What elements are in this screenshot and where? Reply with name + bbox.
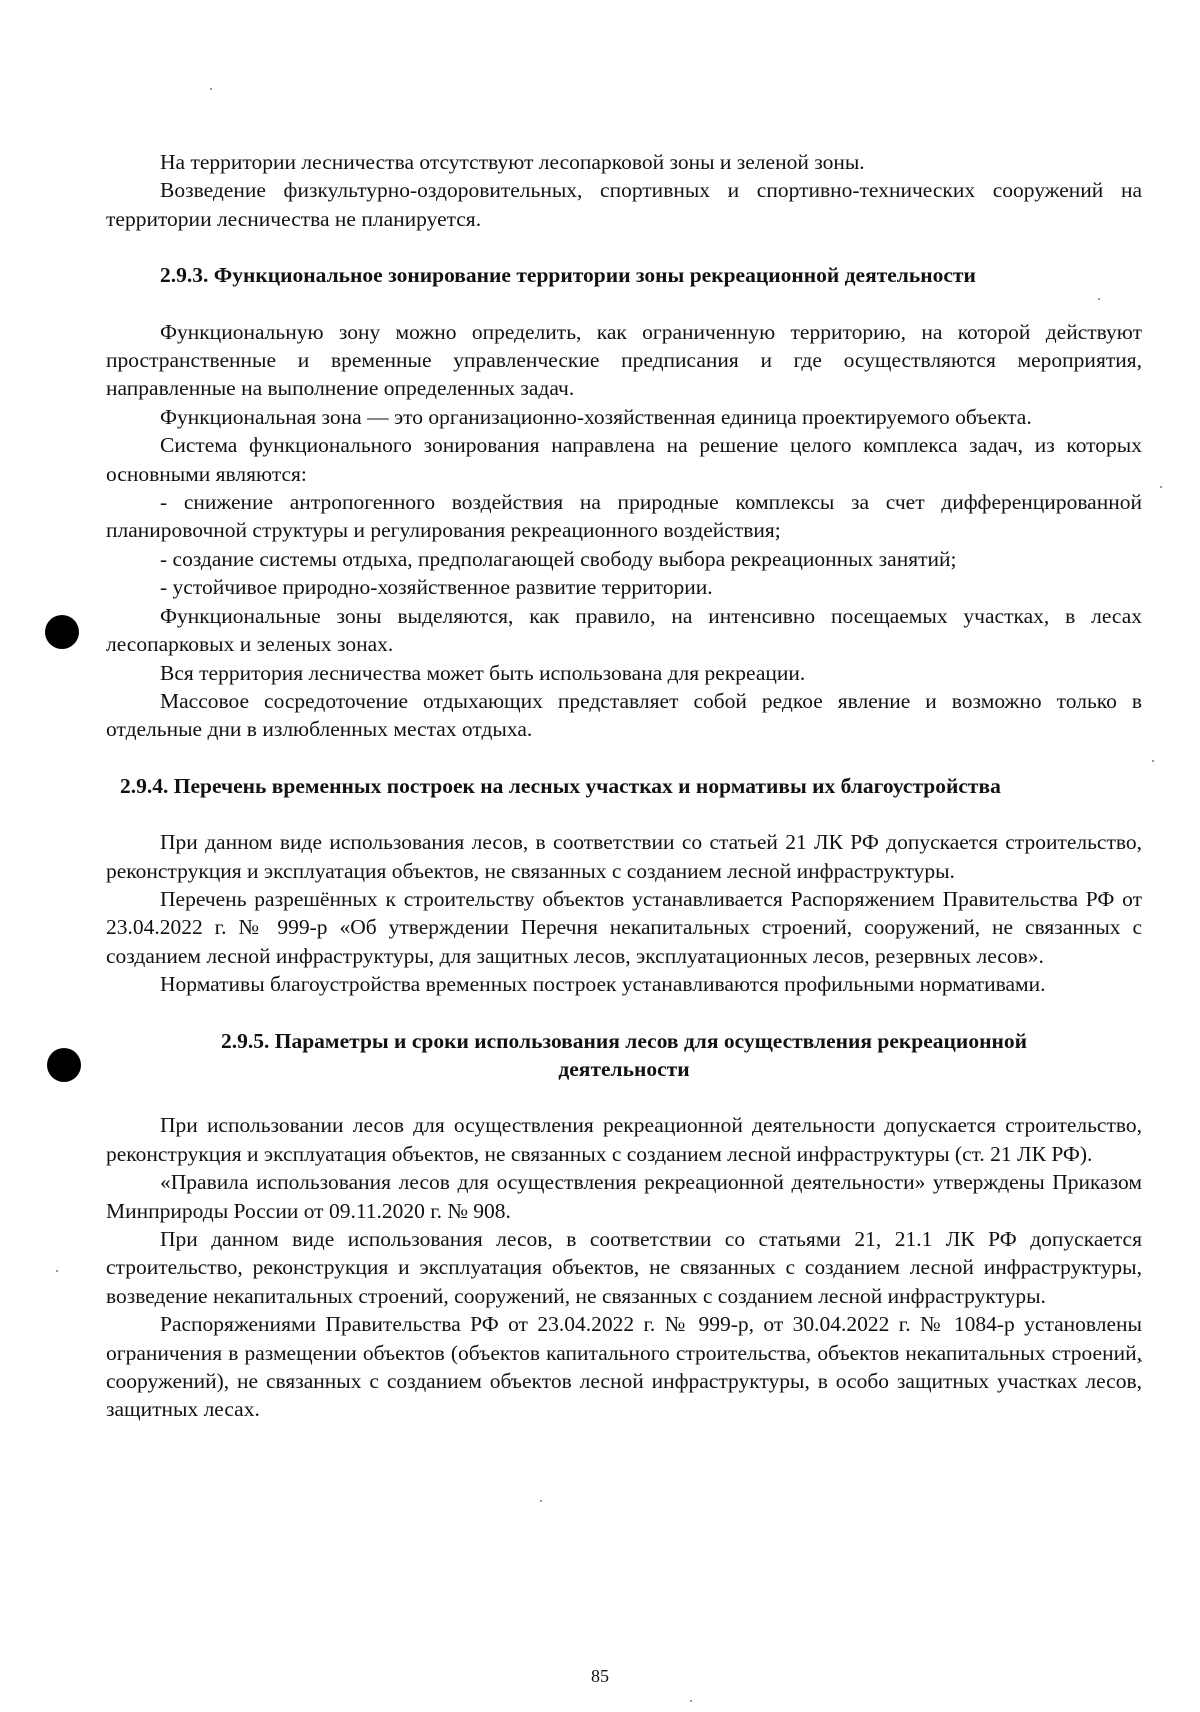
section-heading: 2.9.3. Функциональное зонирование территории зоны рекреационной деятельности <box>160 263 976 288</box>
paragraph: При данном виде использования лесов, в соответствии со статьями 21, 21.1 ЛК РФ допускается строительство, реконструкция и эксплуатация объектов, не связанных с созданием лесной инфраструктуры, возведение некапитальных строений, сооружений, не связанных с созданием лесной инфраструктуры. <box>106 1227 1142 1308</box>
scan-speck <box>56 1270 58 1272</box>
paragraph: Перечень разрешённых к строительству объектов устанавливается Распоряжением Правительства РФ от 23.04.2022 г. № 999-р «Об утверждении Перечня некапитальных строений, сооружений, не связанных с созданием лесной инфраструктуры, для защитных лесов, эксплуатационных лесов, резервных лесов». <box>106 886 1142 968</box>
list-item: - создание системы отдыха, предполагающей свободу выбора рекреационных занятий; <box>160 546 957 571</box>
paragraph: «Правила использования лесов для осуществления рекреационной деятельности» утверждены Приказом Минприроды России от 09.11.2020 г. № 908. <box>106 1170 1142 1223</box>
paragraph: Функциональные зоны выделяются, как правило, на интенсивно посещаемых участках, в лесах лесопарковых и зеленых зонах. <box>106 603 1142 657</box>
punch-hole <box>45 615 79 649</box>
paragraph: Нормативы благоустройства временных построек устанавливаются профильными нормативами. <box>160 972 1046 997</box>
section-2-9-3 <box>106 261 1142 744</box>
section-2-9-5 <box>106 1027 1142 1424</box>
section-heading <box>106 1027 1142 1084</box>
list-item: - снижение антропогенного воздействия на природные комплексы за счет дифференцированной планировочной структуры и регулирования рекреационного воздействия; <box>106 490 1142 543</box>
paragraph: Функциональная зона — это организационно-хозяйственная единица проектируемого объекта. <box>160 404 1032 429</box>
document-page <box>106 148 1142 1424</box>
paragraph: Функциональную зону можно определить, как ограниченную территорию, на которой действуют пространственные и временные управленческие предписания и где осуществляются мероприятия, направленные на выполнение определенных задач. <box>106 319 1142 401</box>
paragraph: Система функционального зонирования направлена на решение целого комплекса задач, из которых основными являются: <box>106 433 1142 486</box>
scan-speck <box>1160 486 1162 488</box>
section-heading: 2.9.4. Перечень временных построек на лесных участках и нормативы их благоустройства <box>120 773 1001 798</box>
intro-section <box>106 148 1142 233</box>
punch-hole <box>47 1048 81 1082</box>
paragraph: Вся территория лесничества может быть использована для рекреации. <box>160 660 806 685</box>
page-number: 85 <box>591 1666 609 1686</box>
section-heading-line: деятельности <box>558 1056 690 1081</box>
paragraph: На территории лесничества отсутствуют лесопарковой зоны и зеленой зоны. <box>160 150 865 174</box>
scan-speck <box>690 1700 692 1702</box>
paragraph: При использовании лесов для осуществления рекреационной деятельности допускается строительство, реконструкция и эксплуатация объектов, не связанных с созданием лесной инфраструктуры (ст. 21 ЛК РФ). <box>106 1113 1142 1166</box>
section-heading-line: 2.9.5. Параметры и сроки использования лесов для осуществления рекреационной <box>221 1028 1027 1053</box>
scan-speck <box>540 1500 542 1502</box>
paragraph: Распоряжениями Правительства РФ от 23.04.2022 г. № 999-р, от 30.04.2022 г. № 1084-р установлены ограничения в размещении объектов (объектов капитального строительства, объектов некапитальных строений, сооружений), не связанных с созданием объектов лесной инфраструктуры, в особо защитных участках лесов, защитных лесах. <box>106 1312 1142 1422</box>
paragraph: При данном виде использования лесов, в соответствии со статьей 21 ЛК РФ допускается строительство, реконструкция и эксплуатация объектов, не связанных с созданием лесной инфраструктуры. <box>106 830 1142 883</box>
paragraph: Возведение физкультурно-оздоровительных, спортивных и спортивно-технических сооружений на территории лесничества не планируется. <box>106 178 1142 231</box>
scan-speck <box>210 88 212 90</box>
list-item: - устойчивое природно-хозяйственное развитие территории. <box>160 575 713 600</box>
section-2-9-4 <box>106 772 1142 999</box>
paragraph: Массовое сосредоточение отдыхающих представляет собой редкое явление и возможно только в отдельные дни в излюбленных местах отдыха. <box>106 688 1142 742</box>
scan-speck <box>1152 760 1154 762</box>
